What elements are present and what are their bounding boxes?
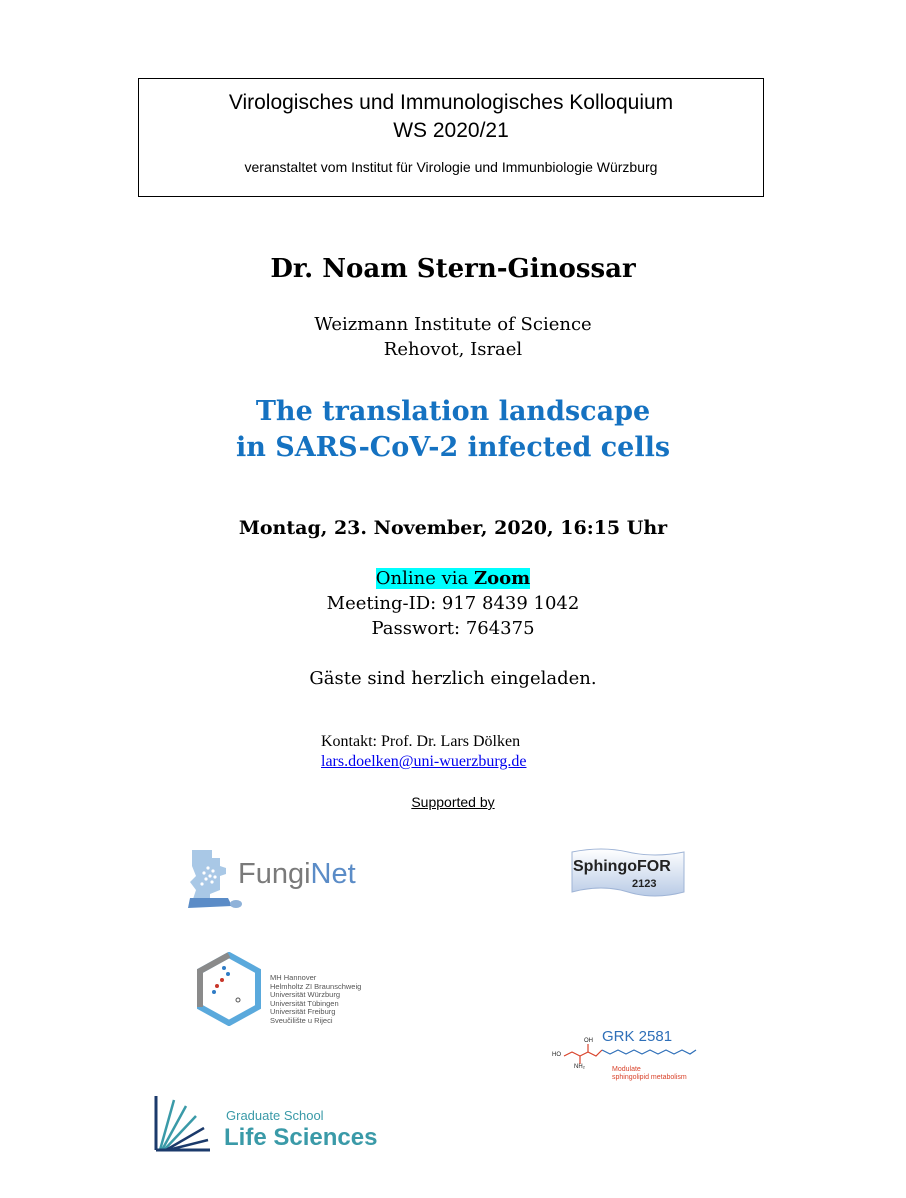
sphingofor-logo xyxy=(568,846,688,900)
grk-nh2-label: NH₂ xyxy=(574,1064,585,1070)
hexagon-icon xyxy=(194,952,264,1026)
sphingofor-number: 2123 xyxy=(632,878,657,890)
network-member: Sveučilište u Rijeci xyxy=(270,1015,333,1025)
zoom-platform: Zoom xyxy=(474,568,531,589)
meeting-password: Passwort: 764375 xyxy=(371,618,535,639)
organizer-line: veranstaltet vom Institut für Virologie und Immunbiologie Würzburg xyxy=(244,159,658,175)
graduate-school-logo xyxy=(152,1094,392,1156)
grk-ho-label: HO xyxy=(552,1052,561,1058)
meeting-id: Meeting-ID: 917 8439 1042 xyxy=(326,593,580,614)
network-member: Universität Tübingen xyxy=(270,998,339,1008)
colloquium-title: Virologisches und Immunologisches Kolloquium xyxy=(228,91,674,114)
funginet-logo xyxy=(186,846,376,912)
online-prefix: Online via xyxy=(375,568,474,589)
online-highlight xyxy=(376,568,530,589)
speaker-institute: Weizmann Institute of Science xyxy=(314,314,592,335)
online-line xyxy=(0,568,906,589)
network-member: Universität Freiburg xyxy=(270,1007,336,1017)
contact-email-link[interactable]: lars.doelken@uni-wuerzburg.de xyxy=(321,753,527,770)
guests-welcome: Gäste sind herzlich eingeladen. xyxy=(309,668,597,689)
network-logo xyxy=(194,952,384,1026)
header-box xyxy=(138,78,764,197)
talk-title-line1: The translation landscape xyxy=(255,396,651,427)
sphingofor-name: SphingoFOR xyxy=(573,858,671,875)
grk-oh-label: OH xyxy=(584,1038,593,1044)
graduate-school-line1: Graduate School xyxy=(226,1108,324,1123)
fan-rays-icon xyxy=(152,1094,216,1156)
grk-subtitle-2: sphingolipid metabolism xyxy=(612,1074,687,1081)
speaker-location: Rehovot, Israel xyxy=(383,339,523,360)
contact-label: Kontakt: Prof. Dr. Lars Dölken xyxy=(321,733,521,750)
supported-by-label: Supported by xyxy=(411,794,495,810)
talk-title-line2: in SARS-CoV-2 infected cells xyxy=(235,432,671,463)
funginet-figure-icon xyxy=(186,846,242,912)
grk-name: GRK 2581 xyxy=(602,1028,673,1045)
grk-logo xyxy=(550,1028,700,1086)
network-member: Universität Würzburg xyxy=(270,990,341,1000)
speaker-name: Dr. Noam Stern-Ginossar xyxy=(270,254,636,284)
network-member: MH Hannover xyxy=(270,973,317,982)
funginet-name-part1: Fungi xyxy=(238,858,311,890)
grk-subtitle-1: Modulate xyxy=(612,1066,641,1073)
funginet-name-part2: Net xyxy=(310,858,356,890)
network-member: Helmholtz ZI Braunschweig xyxy=(270,981,362,991)
graduate-school-line2: Life Sciences xyxy=(224,1124,378,1151)
semester-label: WS 2020/21 xyxy=(393,119,509,142)
event-datetime: Montag, 23. November, 2020, 16:15 Uhr xyxy=(238,517,668,539)
